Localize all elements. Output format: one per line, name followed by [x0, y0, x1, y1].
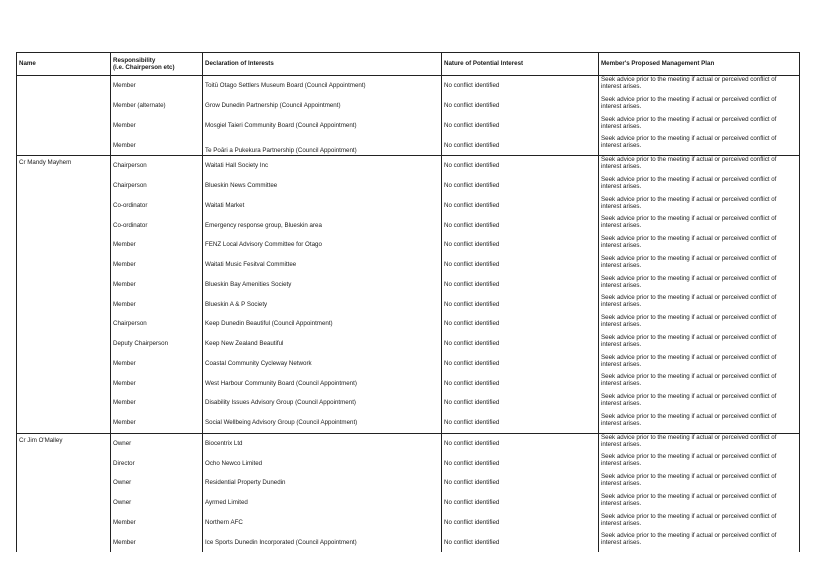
declaration-cell: Ocho Newco Limited — [203, 453, 442, 473]
management-plan-cell: Seek advice prior to the meeting if actual or perceived conflict of interest arises. — [599, 473, 800, 493]
declaration-cell: Ayrmed Limited — [203, 493, 442, 513]
table-row — [17, 215, 800, 235]
responsibility-cell: Member — [111, 413, 203, 433]
management-plan-cell: Seek advice prior to the meeting if actual or perceived conflict of interest arises. — [599, 413, 800, 433]
responsibility-cell: Member — [111, 116, 203, 136]
header-name: Name — [17, 53, 111, 76]
declaration-cell: Keep New Zealand Beautiful — [203, 334, 442, 354]
responsibility-cell: Member — [111, 373, 203, 393]
member-name-cell — [17, 532, 111, 552]
responsibility-cell: Director — [111, 453, 203, 473]
table-row — [17, 294, 800, 314]
management-plan-cell: Seek advice prior to the meeting if actual or perceived conflict of interest arises. — [599, 532, 800, 552]
member-name-cell — [17, 493, 111, 513]
management-plan-cell: Seek advice prior to the meeting if actual or perceived conflict of interest arises. — [599, 235, 800, 255]
nature-cell: No conflict identified — [442, 294, 599, 314]
declaration-cell: Te Poāri a Pukekura Partnership (Council Appointment) — [203, 135, 442, 155]
member-name-cell — [17, 275, 111, 295]
responsibility-cell: Chairperson — [111, 156, 203, 176]
nature-cell: No conflict identified — [442, 76, 599, 96]
member-name-cell — [17, 393, 111, 413]
nature-cell: No conflict identified — [442, 314, 599, 334]
nature-cell: No conflict identified — [442, 156, 599, 176]
table-row — [17, 156, 800, 176]
table-row — [17, 373, 800, 393]
declaration-cell: Residential Property Dunedin — [203, 473, 442, 493]
member-name-cell — [17, 215, 111, 235]
nature-cell: No conflict identified — [442, 255, 599, 275]
management-plan-cell: Seek advice prior to the meeting if actual or perceived conflict of interest arises. — [599, 513, 800, 533]
member-name-cell — [17, 413, 111, 433]
management-plan-cell: Seek advice prior to the meeting if actual or perceived conflict of interest arises. — [599, 135, 800, 155]
table-body — [17, 76, 800, 553]
management-plan-cell: Seek advice prior to the meeting if actual or perceived conflict of interest arises. — [599, 453, 800, 473]
responsibility-cell: Co-ordinator — [111, 196, 203, 216]
declaration-cell: Grow Dunedin Partnership (Council Appointment) — [203, 96, 442, 116]
management-plan-cell: Seek advice prior to the meeting if actual or perceived conflict of interest arises. — [599, 314, 800, 334]
declaration-cell: Emergency response group, Blueskin area — [203, 215, 442, 235]
table-row — [17, 334, 800, 354]
header-plan: Member's Proposed Management Plan — [599, 53, 800, 76]
member-name-cell: Cr Jim O'Malley — [17, 433, 111, 453]
management-plan-cell: Seek advice prior to the meeting if actual or perceived conflict of interest arises. — [599, 116, 800, 136]
nature-cell: No conflict identified — [442, 235, 599, 255]
declaration-cell: Blueskin News Committee — [203, 176, 442, 196]
table-row — [17, 314, 800, 334]
nature-cell: No conflict identified — [442, 334, 599, 354]
declaration-cell: FENZ Local Advisory Committee for Otago — [203, 235, 442, 255]
nature-cell: No conflict identified — [442, 532, 599, 552]
management-plan-cell: Seek advice prior to the meeting if actual or perceived conflict of interest arises. — [599, 294, 800, 314]
responsibility-cell: Member — [111, 235, 203, 255]
responsibility-cell: Chairperson — [111, 314, 203, 334]
table-row — [17, 493, 800, 513]
management-plan-cell: Seek advice prior to the meeting if actual or perceived conflict of interest arises. — [599, 393, 800, 413]
interests-register-page — [16, 52, 799, 552]
table-row — [17, 96, 800, 116]
nature-cell: No conflict identified — [442, 433, 599, 453]
responsibility-cell: Member — [111, 532, 203, 552]
member-name-cell — [17, 176, 111, 196]
declaration-cell: Waitati Hall Society Inc — [203, 156, 442, 176]
nature-cell: No conflict identified — [442, 135, 599, 155]
table-row — [17, 513, 800, 533]
responsibility-cell: Member — [111, 76, 203, 96]
declaration-of-interests-table — [16, 52, 800, 552]
declaration-cell: Toitū Otago Settlers Museum Board (Council Appointment) — [203, 76, 442, 96]
responsibility-cell: Member — [111, 354, 203, 374]
table-row — [17, 473, 800, 493]
member-name-cell — [17, 196, 111, 216]
table-row — [17, 135, 800, 155]
member-name-cell — [17, 135, 111, 155]
member-name-cell: Cr Mandy Mayhem — [17, 156, 111, 176]
member-name-cell — [17, 513, 111, 533]
declaration-cell: Social Wellbeing Advisory Group (Council Appointment) — [203, 413, 442, 433]
member-name-cell — [17, 235, 111, 255]
declaration-cell: Keep Dunedin Beautiful (Council Appointment) — [203, 314, 442, 334]
management-plan-cell: Seek advice prior to the meeting if actual or perceived conflict of interest arises. — [599, 156, 800, 176]
member-name-cell — [17, 453, 111, 473]
nature-cell: No conflict identified — [442, 116, 599, 136]
table-row — [17, 116, 800, 136]
nature-cell: No conflict identified — [442, 176, 599, 196]
member-name-cell — [17, 373, 111, 393]
responsibility-cell: Member (alternate) — [111, 96, 203, 116]
nature-cell: No conflict identified — [442, 453, 599, 473]
nature-cell: No conflict identified — [442, 373, 599, 393]
responsibility-cell: Chairperson — [111, 176, 203, 196]
nature-cell: No conflict identified — [442, 513, 599, 533]
declaration-cell: Mosgiel Taieri Community Board (Council Appointment) — [203, 116, 442, 136]
member-name-cell — [17, 76, 111, 96]
management-plan-cell: Seek advice prior to the meeting if actual or perceived conflict of interest arises. — [599, 354, 800, 374]
responsibility-cell: Owner — [111, 433, 203, 453]
management-plan-cell: Seek advice prior to the meeting if actual or perceived conflict of interest arises. — [599, 373, 800, 393]
responsibility-cell: Member — [111, 135, 203, 155]
declaration-cell: Waitati Market — [203, 196, 442, 216]
management-plan-cell: Seek advice prior to the meeting if actual or perceived conflict of interest arises. — [599, 493, 800, 513]
nature-cell: No conflict identified — [442, 196, 599, 216]
declaration-cell: Ice Sports Dunedin Incorporated (Council Appointment) — [203, 532, 442, 552]
responsibility-cell: Deputy Chairperson — [111, 334, 203, 354]
nature-cell: No conflict identified — [442, 354, 599, 374]
member-name-cell — [17, 96, 111, 116]
table-row — [17, 453, 800, 473]
responsibility-cell: Member — [111, 294, 203, 314]
management-plan-cell: Seek advice prior to the meeting if actual or perceived conflict of interest arises. — [599, 433, 800, 453]
declaration-cell: West Harbour Community Board (Council Appointment) — [203, 373, 442, 393]
table-row — [17, 275, 800, 295]
table-row — [17, 235, 800, 255]
table-row — [17, 354, 800, 374]
responsibility-cell: Member — [111, 275, 203, 295]
member-name-cell — [17, 294, 111, 314]
management-plan-cell: Seek advice prior to the meeting if actual or perceived conflict of interest arises. — [599, 215, 800, 235]
management-plan-cell: Seek advice prior to the meeting if actual or perceived conflict of interest arises. — [599, 334, 800, 354]
table-row — [17, 176, 800, 196]
management-plan-cell: Seek advice prior to the meeting if actual or perceived conflict of interest arises. — [599, 96, 800, 116]
header-nature: Nature of Potential Interest — [442, 53, 599, 76]
member-name-cell — [17, 354, 111, 374]
nature-cell: No conflict identified — [442, 413, 599, 433]
nature-cell: No conflict identified — [442, 96, 599, 116]
nature-cell: No conflict identified — [442, 215, 599, 235]
table-row — [17, 532, 800, 552]
responsibility-cell: Owner — [111, 493, 203, 513]
declaration-cell: Blueskin Bay Amenities Society — [203, 275, 442, 295]
table-row — [17, 76, 800, 96]
management-plan-cell: Seek advice prior to the meeting if actual or perceived conflict of interest arises. — [599, 255, 800, 275]
declaration-cell: Disability Issues Advisory Group (Council Appointment) — [203, 393, 442, 413]
member-name-cell — [17, 255, 111, 275]
header-responsibility: Responsibility (i.e. Chairperson etc) — [111, 53, 203, 76]
table-row — [17, 255, 800, 275]
responsibility-cell: Member — [111, 255, 203, 275]
management-plan-cell: Seek advice prior to the meeting if actual or perceived conflict of interest arises. — [599, 275, 800, 295]
header-declaration: Declaration of Interests — [203, 53, 442, 76]
responsibility-cell: Member — [111, 513, 203, 533]
responsibility-cell: Owner — [111, 473, 203, 493]
declaration-cell: Waitati Music Fesitval Committee — [203, 255, 442, 275]
member-name-cell — [17, 473, 111, 493]
responsibility-cell: Co-ordinator — [111, 215, 203, 235]
nature-cell: No conflict identified — [442, 393, 599, 413]
member-name-cell — [17, 334, 111, 354]
table-row — [17, 196, 800, 216]
member-name-cell — [17, 116, 111, 136]
declaration-cell: Northern AFC — [203, 513, 442, 533]
declaration-cell: Coastal Community Cycleway Network — [203, 354, 442, 374]
responsibility-cell: Member — [111, 393, 203, 413]
nature-cell: No conflict identified — [442, 473, 599, 493]
table-row — [17, 433, 800, 453]
declaration-cell: Biocentrix Ltd — [203, 433, 442, 453]
nature-cell: No conflict identified — [442, 275, 599, 295]
member-name-cell — [17, 314, 111, 334]
table-header-row — [17, 53, 800, 76]
management-plan-cell: Seek advice prior to the meeting if actual or perceived conflict of interest arises. — [599, 196, 800, 216]
declaration-cell: Blueskin A & P Society — [203, 294, 442, 314]
management-plan-cell: Seek advice prior to the meeting if actual or perceived conflict of interest arises. — [599, 176, 800, 196]
management-plan-cell: Seek advice prior to the meeting if actual or perceived conflict of interest arises. — [599, 76, 800, 96]
table-row — [17, 413, 800, 433]
nature-cell: No conflict identified — [442, 493, 599, 513]
table-row — [17, 393, 800, 413]
